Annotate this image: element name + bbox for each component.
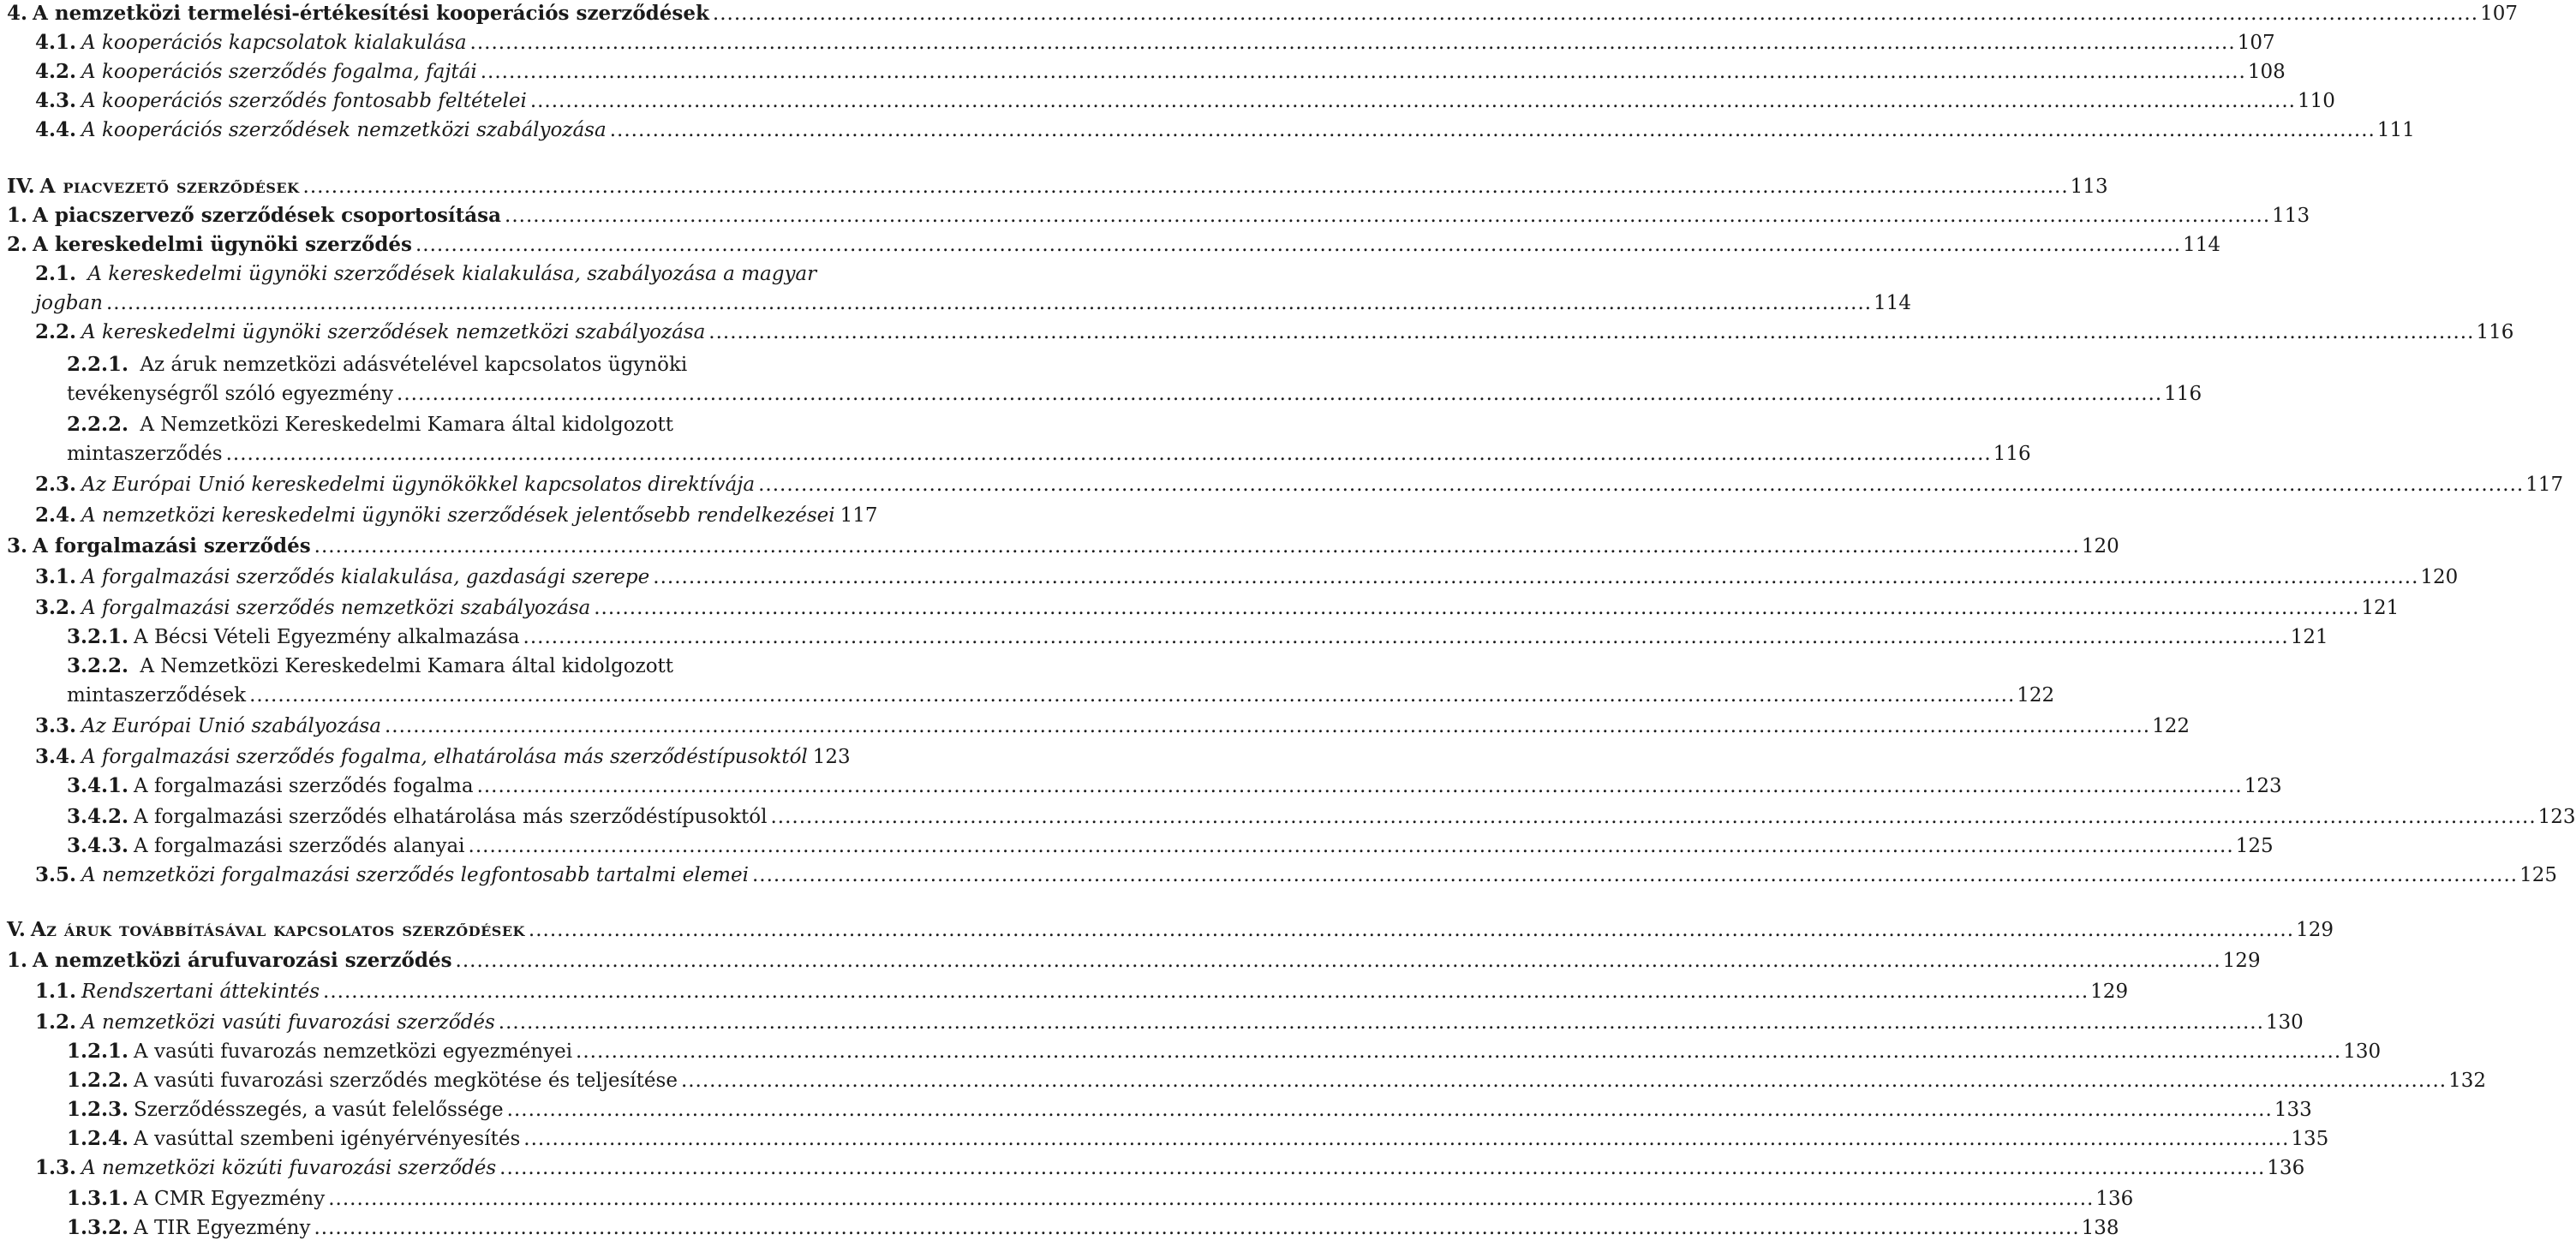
toc-entry-4-3[interactable]: [35, 87, 2335, 115]
toc-entry-v-1[interactable]: [7, 947, 2261, 975]
toc-entry-iv-3-4-3[interactable]: [67, 832, 2274, 860]
toc-number: 2.4.: [35, 504, 77, 527]
toc-entry-iv-2-1-line2[interactable]: [35, 289, 1911, 317]
toc-title: Az Európai Unió szabályozása: [81, 715, 381, 737]
dot-leader: [226, 440, 1992, 468]
toc-entry-part-v[interactable]: [7, 916, 2334, 944]
toc-number: 1.2.4.: [67, 1127, 129, 1150]
toc-page: 113: [2272, 205, 2310, 227]
dot-leader: [106, 289, 1872, 317]
toc-number: 1.: [7, 204, 28, 227]
dot-leader: [397, 380, 2162, 408]
toc-number: 2.2.2.: [67, 413, 129, 436]
toc-page: 110: [2297, 90, 2335, 112]
toc-title: A nemzetközi közúti fuvarozási szerződés: [81, 1157, 497, 1179]
toc-page: 129: [2222, 950, 2261, 972]
toc-title: A Nemzetközi Kereskedelmi Kamara által kidolgozott: [140, 414, 674, 436]
toc-title: A vasúttal szembeni igényérvényesítés: [134, 1128, 521, 1150]
dot-leader: [576, 1038, 2341, 1065]
dot-leader: [499, 1009, 2264, 1036]
toc-number: 1.1.: [35, 980, 77, 1003]
toc-title: A forgalmazási szerződés nemzetközi szabályozása: [81, 597, 591, 619]
toc-page: 125: [2235, 835, 2274, 857]
toc-page: 113: [2070, 176, 2108, 198]
toc-entry-iv-3-1[interactable]: [35, 563, 2459, 591]
toc-number: 3.1.: [35, 565, 77, 588]
toc-title: A nemzetközi kereskedelmi ügynöki szerződések jelentősebb rendelkezései: [81, 504, 835, 527]
toc-number: 3.2.: [35, 596, 77, 619]
toc-entry-v-1-3-1[interactable]: [67, 1185, 2134, 1213]
dot-leader: [523, 623, 2289, 651]
toc-page: 120: [2420, 566, 2459, 588]
toc-entry-iv-2-2-1-line1[interactable]: [67, 351, 687, 379]
toc-number: 3.3.: [35, 714, 77, 737]
toc-entry-v-1-2-1[interactable]: [67, 1038, 2382, 1065]
toc-page: 111: [2376, 119, 2415, 141]
toc-page: 121: [2361, 597, 2400, 619]
toc-number: 3.5.: [35, 863, 77, 886]
toc-title: Rendszertani áttekintés: [81, 981, 320, 1003]
toc-title: Az Európai Unió kereskedelmi ügynökökkel kapcsolatos direktívája: [81, 474, 756, 496]
toc-number: 1.3.: [35, 1156, 77, 1179]
dot-leader: [456, 947, 2221, 975]
toc-title: A forgalmazási szerződés elhatárolása más szerződéstípusoktól: [134, 806, 768, 828]
toc-number: 1.2.: [35, 1011, 77, 1034]
toc-page: 123: [812, 746, 851, 768]
toc-title: A forgalmazási szerződés fogalma, elhatárolása más szerződéstípusoktól: [81, 746, 808, 768]
dot-leader: [303, 173, 2069, 200]
toc-entry-iv-3-4-1[interactable]: [67, 772, 2282, 800]
toc-entry-iv-2-2[interactable]: [35, 319, 2514, 346]
toc-number: 4.: [7, 2, 28, 25]
toc-entry-4[interactable]: [7, 0, 2518, 27]
toc-entry-v-1-2-3[interactable]: [67, 1096, 2312, 1124]
dot-leader: [771, 803, 2537, 831]
toc-page: 130: [2265, 1011, 2304, 1034]
toc-title-continued: mintaszerződések: [67, 684, 247, 706]
toc-entry-iv-3-5[interactable]: [35, 861, 2558, 889]
toc-title: A kooperációs kapcsolatok kialakulása: [81, 32, 467, 54]
toc-number: 3.: [7, 534, 28, 557]
toc-title: A Nemzetközi Kereskedelmi Kamara által kidolgozott: [140, 655, 674, 677]
toc-number: IV.: [7, 175, 35, 198]
toc-page: 136: [2095, 1188, 2134, 1210]
toc-page: 132: [2448, 1070, 2486, 1092]
dot-leader: [610, 116, 2376, 144]
dot-leader: [477, 772, 2243, 800]
toc-number: 3.2.2.: [67, 654, 129, 677]
toc-number: 4.2.: [35, 60, 77, 83]
toc-entry-iv-2-2-2-line1[interactable]: [67, 411, 673, 438]
toc-entry-v-1-3-2[interactable]: [67, 1214, 2119, 1242]
dot-leader: [681, 1067, 2447, 1094]
toc-page: 130: [2343, 1040, 2382, 1063]
toc-number: 4.3.: [35, 89, 77, 112]
toc-page: 116: [1993, 443, 2031, 465]
toc-number: 2.2.1.: [67, 353, 129, 376]
toc-page: 116: [2476, 321, 2514, 343]
toc-title-continued: jogban: [35, 292, 103, 314]
toc-page: 108: [2247, 61, 2286, 83]
toc-title: Az áruk nemzetközi adásvételével kapcsolatos ügynöki: [140, 354, 688, 376]
toc-page: 123: [2244, 775, 2282, 797]
toc-title: Szerződésszegés, a vasút felelőssége: [134, 1099, 504, 1121]
dot-leader: [758, 471, 2524, 498]
toc-entry-iv-3-2-1[interactable]: [67, 623, 2328, 651]
toc-number: 4.4.: [35, 118, 77, 141]
toc-number: 3.4.2.: [67, 805, 129, 828]
toc-page: 117: [840, 504, 878, 527]
toc-entry-v-1-2-4[interactable]: [67, 1125, 2329, 1153]
toc-number: 3.4.3.: [67, 834, 129, 857]
toc-title: A forgalmazási szerződés alanyai: [134, 835, 465, 857]
dot-leader: [530, 87, 2296, 115]
dot-leader: [314, 1214, 2080, 1242]
toc-title: A nemzetközi forgalmazási szerződés legfontosabb tartalmi elemei: [81, 864, 749, 886]
toc-title: A kooperációs szerződés fogalma, fajtái: [81, 61, 477, 83]
toc-number: V.: [7, 918, 26, 941]
toc-entry-iv-1[interactable]: [7, 202, 2310, 230]
dot-leader: [499, 1154, 2265, 1182]
toc-title: A kereskedelmi ügynöki szerződések nemzetközi szabályozása: [81, 321, 706, 343]
dot-leader: [470, 29, 2236, 57]
toc-title: A kereskedelmi ügynöki szerződés: [33, 233, 412, 256]
toc-title: A forgalmazási szerződés kialakulása, gazdasági szerepe: [81, 566, 650, 588]
toc-page: 107: [2480, 3, 2518, 25]
toc-title-continued: tevékenységről szóló egyezmény: [67, 383, 394, 405]
toc-entry-iv-3-2[interactable]: [35, 594, 2400, 622]
dot-leader: [529, 916, 2294, 944]
toc-entry-iv-2-3[interactable]: [35, 471, 2564, 498]
toc-number: 1.3.1.: [67, 1187, 129, 1210]
toc-entry-iv-3-3[interactable]: [35, 712, 2190, 740]
toc-entry-part-iv[interactable]: [7, 173, 2108, 200]
toc-page: 122: [2152, 715, 2190, 737]
toc-page: 129: [2296, 919, 2334, 941]
toc-number: 2.3.: [35, 473, 77, 496]
toc-title: A piacvezető szerződések: [39, 175, 300, 198]
toc-entry-v-1-2-2[interactable]: [67, 1067, 2486, 1094]
toc-title: A kooperációs szerződés fontosabb feltételei: [81, 90, 527, 112]
toc-number: 1.2.3.: [67, 1098, 129, 1121]
dot-leader: [505, 202, 2270, 230]
toc-number: 3.2.1.: [67, 625, 129, 648]
dot-leader: [323, 978, 2089, 1005]
toc-number: 3.4.1.: [67, 774, 129, 797]
toc-title: Az áruk továbbításával kapcsolatos szerződések: [30, 918, 525, 941]
toc-page: 138: [2081, 1217, 2119, 1239]
dot-leader: [385, 712, 2150, 740]
toc-entry-iv-2[interactable]: [7, 231, 2221, 259]
toc-page: 114: [2183, 234, 2221, 256]
toc-entry-v-1-3[interactable]: [35, 1154, 2305, 1182]
toc-page: 122: [2017, 684, 2055, 706]
dot-leader: [469, 832, 2234, 860]
toc-page: 136: [2267, 1157, 2305, 1179]
toc-number: 4.1.: [35, 31, 77, 54]
toc-entry-4-2[interactable]: [35, 58, 2286, 86]
toc-entry-iv-3-4[interactable]: [35, 743, 851, 771]
toc-number: 2.1.: [35, 262, 77, 285]
toc-page: 125: [2519, 864, 2558, 886]
toc-entry-iv-2-1-line1[interactable]: [35, 260, 816, 288]
toc-title: A nemzetközi árufuvarozási szerződés: [33, 949, 452, 972]
toc-title: A piacszervező szerződések csoportosítása: [33, 204, 502, 227]
dot-leader: [594, 594, 2359, 622]
toc-title: A kereskedelmi ügynöki szerződések kialakulása, szabályozása a magyar: [87, 263, 817, 285]
dot-leader: [328, 1185, 2094, 1213]
toc-title: A nemzetközi vasúti fuvarozási szerződés: [81, 1011, 495, 1034]
toc-title: A vasúti fuvarozási szerződés megkötése és teljesítése: [134, 1070, 678, 1092]
toc-entry-iv-2-2-1-line2[interactable]: [67, 380, 2202, 408]
dot-leader: [314, 533, 2080, 560]
toc-page: 133: [2274, 1099, 2312, 1121]
toc-title: A kooperációs szerződések nemzetközi szabályozása: [81, 119, 607, 141]
toc-number: 1.2.2.: [67, 1069, 129, 1092]
toc-title: A forgalmazási szerződés: [33, 534, 311, 557]
dot-leader: [523, 1125, 2289, 1153]
toc-entry-iv-3-2-2-line1[interactable]: [67, 653, 673, 680]
dot-leader: [653, 563, 2418, 591]
toc-page: 135: [2291, 1128, 2329, 1150]
toc-page: 129: [2090, 981, 2129, 1003]
dot-leader: [708, 319, 2474, 346]
toc-title: A Bécsi Vételi Egyezmény alkalmazása: [134, 626, 520, 648]
toc-entry-4-1[interactable]: [35, 29, 2275, 57]
toc-title: A TIR Egyezmény: [134, 1217, 311, 1239]
toc-title: A nemzetközi termelési-értékesítési kooperációs szerződések: [33, 2, 709, 25]
toc-number: 1.3.2.: [67, 1216, 129, 1239]
dot-leader: [415, 231, 2181, 259]
toc-page: 123: [2537, 806, 2576, 828]
dot-leader: [507, 1096, 2273, 1124]
toc-number: 2.2.: [35, 320, 77, 343]
toc-title: A vasúti fuvarozás nemzetközi egyezményei: [134, 1040, 573, 1063]
toc-number: 3.4.: [35, 745, 77, 768]
toc-title-continued: mintaszerződés: [67, 443, 223, 465]
toc-page: 116: [2164, 383, 2202, 405]
toc-number: 2.: [7, 233, 28, 256]
toc-entry-iv-3-2-2-line2[interactable]: [67, 682, 2055, 709]
toc-entry-v-1-1[interactable]: [35, 978, 2129, 1005]
dot-leader: [249, 682, 2015, 709]
toc-page: 120: [2081, 535, 2119, 557]
toc-number: 1.: [7, 949, 28, 972]
dot-leader: [752, 861, 2518, 889]
toc-entry-iv-3-4-2[interactable]: [67, 803, 2576, 831]
toc-entry-v-1-2[interactable]: [35, 1009, 2304, 1036]
dot-leader: [713, 0, 2478, 27]
dot-leader: [481, 58, 2246, 86]
toc-number: 1.2.1.: [67, 1040, 129, 1063]
toc-entry-iv-3[interactable]: [7, 533, 2119, 560]
toc-page: 107: [2237, 32, 2275, 54]
toc-entry-iv-2-2-2-line2[interactable]: [67, 440, 2031, 468]
toc-page: 121: [2290, 626, 2328, 648]
toc-title: A forgalmazási szerződés fogalma: [134, 775, 474, 797]
toc-entry-4-4[interactable]: [35, 116, 2415, 144]
toc-title: A CMR Egyezmény: [134, 1188, 326, 1210]
toc-page: 114: [1874, 292, 1911, 314]
toc-entry-iv-2-4[interactable]: [35, 502, 878, 529]
toc-page: 117: [2525, 474, 2564, 496]
